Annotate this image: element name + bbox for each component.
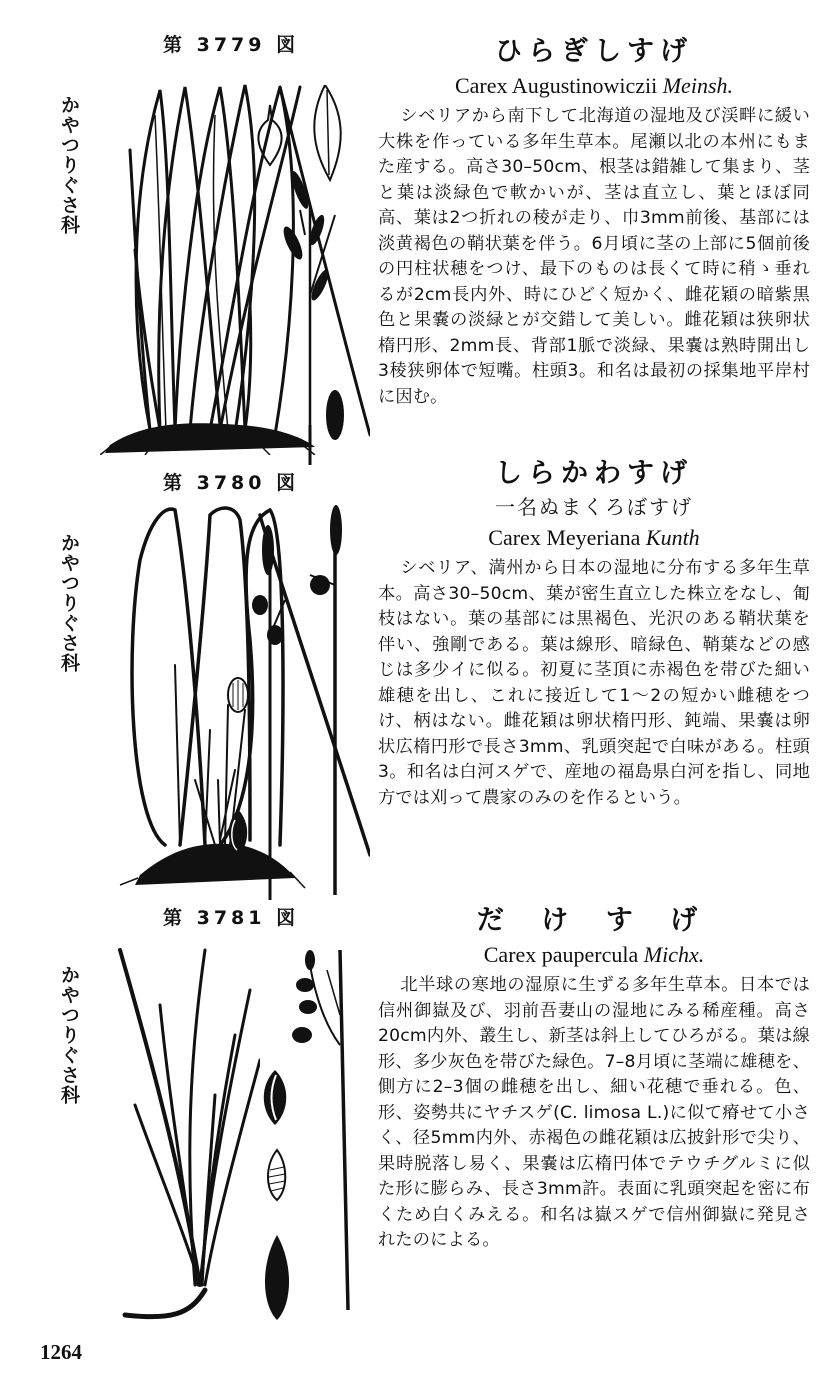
fruit-detail-3779 (255, 85, 365, 465)
description: シベリア、満州から日本の湿地に分布する多年生草本。高さ30–50cm、葉が密生直立した株立をなし、匍枝はない。葉の基部には黒褐色、光沢のある鞘状葉を伴い、強剛である。葉は線形、暗緑色、鞘葉などの感じは多少イに似る。初夏に茎頂に赤褐色を帯びた細い雄穂を出し、これに接近して1〜2の短かい雌穂をつけ、柄はない。雌花穎は卵状楕円形、鈍端、果嚢は卵状広楕円形で長さ3mm、乳頭突起で白味がある。柱頭 3。和名は白河スゲで、産地の福島県白河を指し、同地方では刈って農家のみのを作るという。 (378, 558, 810, 808)
japanese-name: だ け す げ (476, 905, 712, 936)
family-label-1: かやつりぐさ科 (58, 95, 80, 235)
entry-3780 (378, 456, 810, 811)
inflorescence-detail-3781 (240, 935, 360, 1335)
scientific-name (378, 70, 810, 102)
scientific-name-binomial: Carex Augustinowiczii (454, 73, 658, 98)
japanese-name: しらかわすげ (495, 458, 693, 489)
family-label-2: かやつりぐさ科 (58, 533, 80, 673)
alternate-name: 一名ぬまくろぼすげ (495, 495, 693, 519)
scientific-name-binomial: Carex paupercula (483, 942, 639, 967)
family-label-3: かやつりぐさ科 (58, 965, 80, 1105)
description: 北半球の寒地の湿原に生ずる多年生草本。日本では信州御嶽及び、羽前吾妻山の湿地にみる稀産種。高さ20cm内外、叢生し、新茎は斜上してひろがる。葉は線形、多少灰色を帯びた緑色。7–8月頃に茎端に雄穂を、側方に2–3個の雌穂を出し、細い花穂で垂れる。色、形、姿勢共にヤチスゲ(C. limosa L.)に似て瘠せて小さく、径5mm内外、赤褐色の雌花穎は広披針形で尖り、果時脱落し易く、果嚢は広楕円体でテウチグルミに似た形に膨らみ、長さ3mm許。表面に乳頭突起を密に布くため白くみえる。和名は嶽スゲで信州御嶽に発見されたのによる。 (378, 975, 810, 1250)
page-number: 1264 (40, 1340, 82, 1364)
scientific-name-author: Meinsh. (662, 73, 733, 98)
scientific-name (378, 939, 810, 971)
entry-3779 (378, 34, 810, 410)
spike-detail-3780 (225, 505, 355, 905)
entry-3781 (378, 903, 810, 1254)
scientific-name-author: Michx. (643, 942, 705, 967)
figure-label-3779: 第 3779 図 (163, 34, 300, 56)
figure-label-3780: 第 3780 図 (163, 472, 300, 494)
scientific-name-author: Kunth (645, 525, 700, 550)
japanese-name: ひらぎしすげ (495, 36, 693, 67)
scientific-name (378, 522, 810, 554)
description: シベリアから南下して北海道の湿地及び渓畔に緩い大株を作っている多年生草本。尾瀬以北の本州にもまた産する。高さ30–50cm、根茎は錯雑して集まり、茎と葉は淡緑色で軟かいが、茎は直立し、葉とほぼ同高、葉は2つ折れの稜が走り、巾3mm前後、基部には淡黄褐色の鞘状葉を伴う。6月頃に茎の上部に5個前後の円柱状穂をつけ、最下のものは長くて時に稍ゝ垂れるが2cm長内外、時にひどく短かく、雌花穎の暗紫黒色と果嚢の淡緑とが交錯して美しい。雌花穎は狭卵状楕円形、2mm長、背部1脈で淡緑、果嚢は熟時開出し3稜狭卵体で短嘴。柱頭3。和名は最初の採集地平岸村に因む。 (378, 106, 810, 407)
figure-label-3781: 第 3781 図 (163, 907, 300, 929)
scientific-name-binomial: Carex Meyeriana (488, 525, 641, 550)
plant-illustration-3781 (110, 935, 260, 1325)
